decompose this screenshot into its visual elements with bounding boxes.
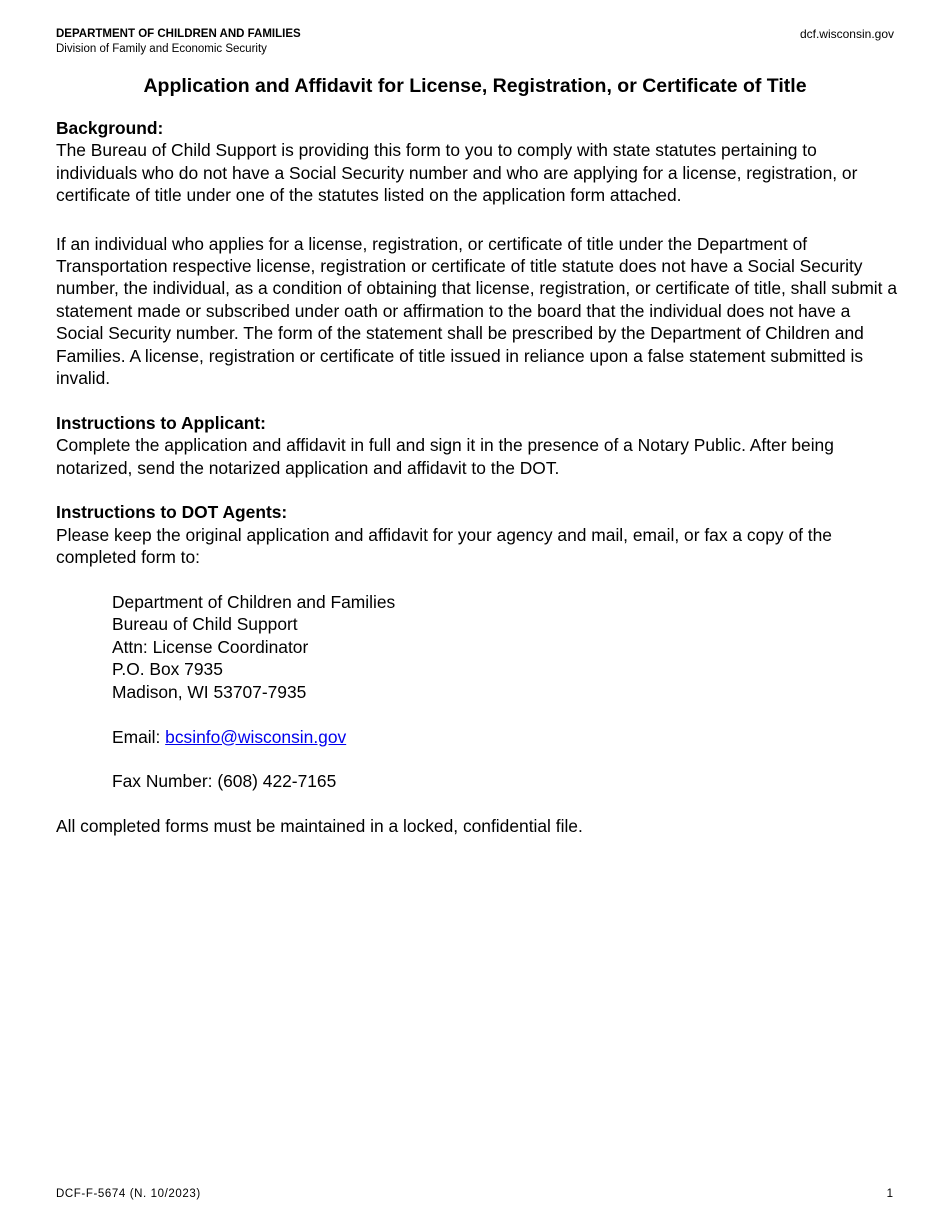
page-number: 1 xyxy=(886,1188,893,1200)
header-agency-block xyxy=(56,27,301,57)
website-text: dcf.wisconsin.gov xyxy=(799,27,894,41)
closing-statement: All completed forms must be maintained in a locked, confidential file. xyxy=(56,816,583,837)
address-line: Department of Children and Families xyxy=(112,592,396,613)
dot-agent-instructions-heading: Instructions to DOT Agents: xyxy=(56,502,288,523)
email-line xyxy=(112,726,898,748)
background-heading: Background: xyxy=(56,118,164,138)
background-paragraph-1: The Bureau of Child Support is providing this form to you to comply with state statutes pertaining to individuals who do not have a Social Security number and who are applying for a license, registration, or certificate of title under one of the statutes listed on the application form attached. xyxy=(56,140,858,206)
address-line: Bureau of Child Support xyxy=(112,614,298,635)
department-name: DEPARTMENT OF CHILDREN AND FAMILIES xyxy=(56,28,301,40)
form-id: DCF-F-5674 (N. 10/2023) xyxy=(56,1188,201,1200)
email-link[interactable]: bcsinfo@wisconsin.gov xyxy=(165,726,347,747)
division-name: Division of Family and Economic Security xyxy=(56,43,267,55)
email-label: Email: xyxy=(112,726,161,747)
applicant-instructions-text: Complete the application and affidavit in full and sign it in the presence of a Notary Public. After being notarized, send the notarized application and affidavit to the DOT. xyxy=(56,435,834,478)
background-paragraph-2: If an individual who applies for a license, registration, or certificate of title under the Department of Transportation respective license, registration or certificate of title statute does not have a Social Security number, the individual, as a condition of obtaining that license, registration, or certificate of title, shall submit a statement made or subscribed under oath or affirmation to the board that the individual does not have a Social Security number. The form of the statement shall be prescribed by the Department of Children and Families. A license, registration or certificate of title issued in reliance upon a false statement submitted is invalid. xyxy=(56,233,898,389)
page-title: Application and Affidavit for License, Registration, or Certificate of Title xyxy=(143,75,807,97)
address-line: Madison, WI 53707-7935 xyxy=(112,681,307,702)
mailing-address xyxy=(56,591,898,793)
address-line: P.O. Box 7935 xyxy=(112,659,223,680)
address-line: Attn: License Coordinator xyxy=(112,636,309,657)
applicant-instructions-heading: Instructions to Applicant: xyxy=(56,412,266,433)
dot-agent-instructions-text: Please keep the original application and affidavit for your agency and mail, email, or fax a copy of the completed form to: xyxy=(56,524,832,568)
document-body xyxy=(56,117,898,838)
fax-number: Fax Number: (608) 422-7165 xyxy=(112,771,337,792)
